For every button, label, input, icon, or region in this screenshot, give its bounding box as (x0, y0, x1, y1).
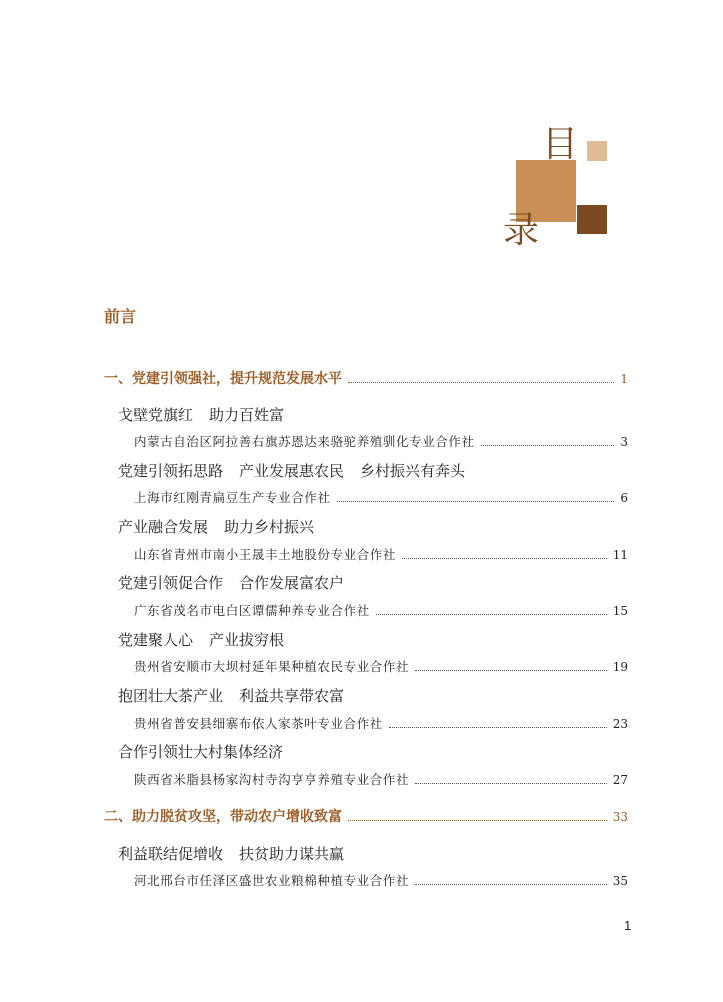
entry-org: 上海市红刚青扁豆生产专业合作社 (134, 490, 331, 505)
entry-org: 陕西省米脂县杨家沟村寺沟亨亨养殖专业合作社 (134, 772, 410, 787)
toc-entry-title[interactable] (118, 460, 465, 481)
entry-page: 19 (612, 660, 628, 674)
dot-leader (376, 614, 607, 615)
section-page: 1 (620, 372, 628, 386)
toc-entry-title[interactable] (118, 741, 283, 762)
entry-page: 6 (620, 491, 628, 505)
preface-link[interactable]: 前言 (104, 307, 137, 326)
toc-entry-org[interactable] (134, 432, 628, 450)
entry-title-part: 戈壁党旗红 (118, 406, 194, 424)
toc-entry-org[interactable] (134, 488, 628, 506)
toc-entry-org[interactable] (134, 601, 628, 619)
entry-title-part: 利益联结促增收 (118, 845, 224, 863)
toc-entry-title[interactable] (118, 404, 284, 425)
toc-title-char-1: 目 (542, 124, 579, 165)
entry-title-part: 产业发展惠农民 (239, 462, 345, 480)
toc-entry-title[interactable] (118, 629, 284, 650)
entry-title-part: 产业融合发展 (118, 518, 209, 536)
dot-leader (337, 501, 615, 502)
toc-entry-title[interactable] (118, 685, 344, 706)
toc-section-2[interactable] (104, 806, 628, 826)
dot-leader (415, 884, 607, 885)
toc-entry-org[interactable] (134, 545, 628, 563)
toc-section-1[interactable] (104, 368, 628, 388)
entry-title-part: 党建聚人心 (118, 631, 194, 649)
dot-leader (402, 558, 607, 559)
toc-entry-title[interactable] (118, 572, 344, 593)
entry-org: 河北邢台市任泽区盛世农业粮棉种植专业合作社 (134, 873, 410, 888)
toc-entry-org[interactable] (134, 714, 628, 732)
page-number: 1 (624, 918, 632, 933)
dot-leader (348, 820, 607, 821)
section-title: 二、助力脱贫攻坚，带动农户增收致富 (104, 809, 342, 825)
entry-title-part: 产业拔穷根 (209, 631, 285, 649)
entry-page: 27 (612, 773, 628, 787)
dot-leader (415, 670, 607, 671)
decor-square-dark (577, 205, 607, 234)
entry-org: 山东省青州市南小王晟丰土地股份专业合作社 (134, 547, 397, 562)
dot-leader (389, 727, 607, 728)
toc-entry-org[interactable] (134, 871, 628, 889)
section-page: 33 (612, 810, 628, 824)
toc-entry-title[interactable] (118, 516, 314, 537)
entry-page: 15 (612, 604, 628, 618)
dot-leader (348, 382, 614, 383)
entry-title-part: 合作引领壮大村集体经济 (118, 743, 284, 761)
entry-title-part: 党建引领促合作 (118, 574, 224, 592)
section-title: 一、党建引领强社，提升规范发展水平 (104, 371, 342, 387)
entry-title-part: 利益共享带农富 (239, 687, 345, 705)
dot-leader (481, 445, 615, 446)
entry-title-part: 党建引领拓思路 (118, 462, 224, 480)
entry-title-part: 扶贫助力谋共赢 (239, 845, 345, 863)
entry-org: 贵州省安顺市大坝村延年果种植农民专业合作社 (134, 659, 410, 674)
entry-title-part: 助力百姓富 (209, 406, 285, 424)
dot-leader (415, 783, 607, 784)
decor-square-small (587, 141, 607, 161)
entry-org: 贵州省普安县细寨布依人家茶叶专业合作社 (134, 716, 383, 731)
entry-title-part: 抱团壮大茶产业 (118, 687, 224, 705)
toc-entry-org[interactable] (134, 770, 628, 788)
toc-entry-title[interactable] (118, 843, 344, 864)
entry-org: 广东省茂名市电白区谭儒种养专业合作社 (134, 603, 370, 618)
entry-org: 内蒙古自治区阿拉善右旗苏恩达来骆驼养殖驯化专业合作社 (134, 434, 475, 449)
toc-entry-org[interactable] (134, 657, 628, 675)
entry-title-part: 合作发展富农户 (239, 574, 345, 592)
entry-page: 35 (612, 874, 628, 888)
entry-page: 23 (612, 717, 628, 731)
entry-title-part: 助力乡村振兴 (224, 518, 315, 536)
toc-title-char-2: 录 (503, 210, 540, 251)
entry-title-part: 乡村振兴有奔头 (360, 462, 466, 480)
entry-page: 11 (612, 548, 628, 562)
entry-page: 3 (620, 435, 628, 449)
